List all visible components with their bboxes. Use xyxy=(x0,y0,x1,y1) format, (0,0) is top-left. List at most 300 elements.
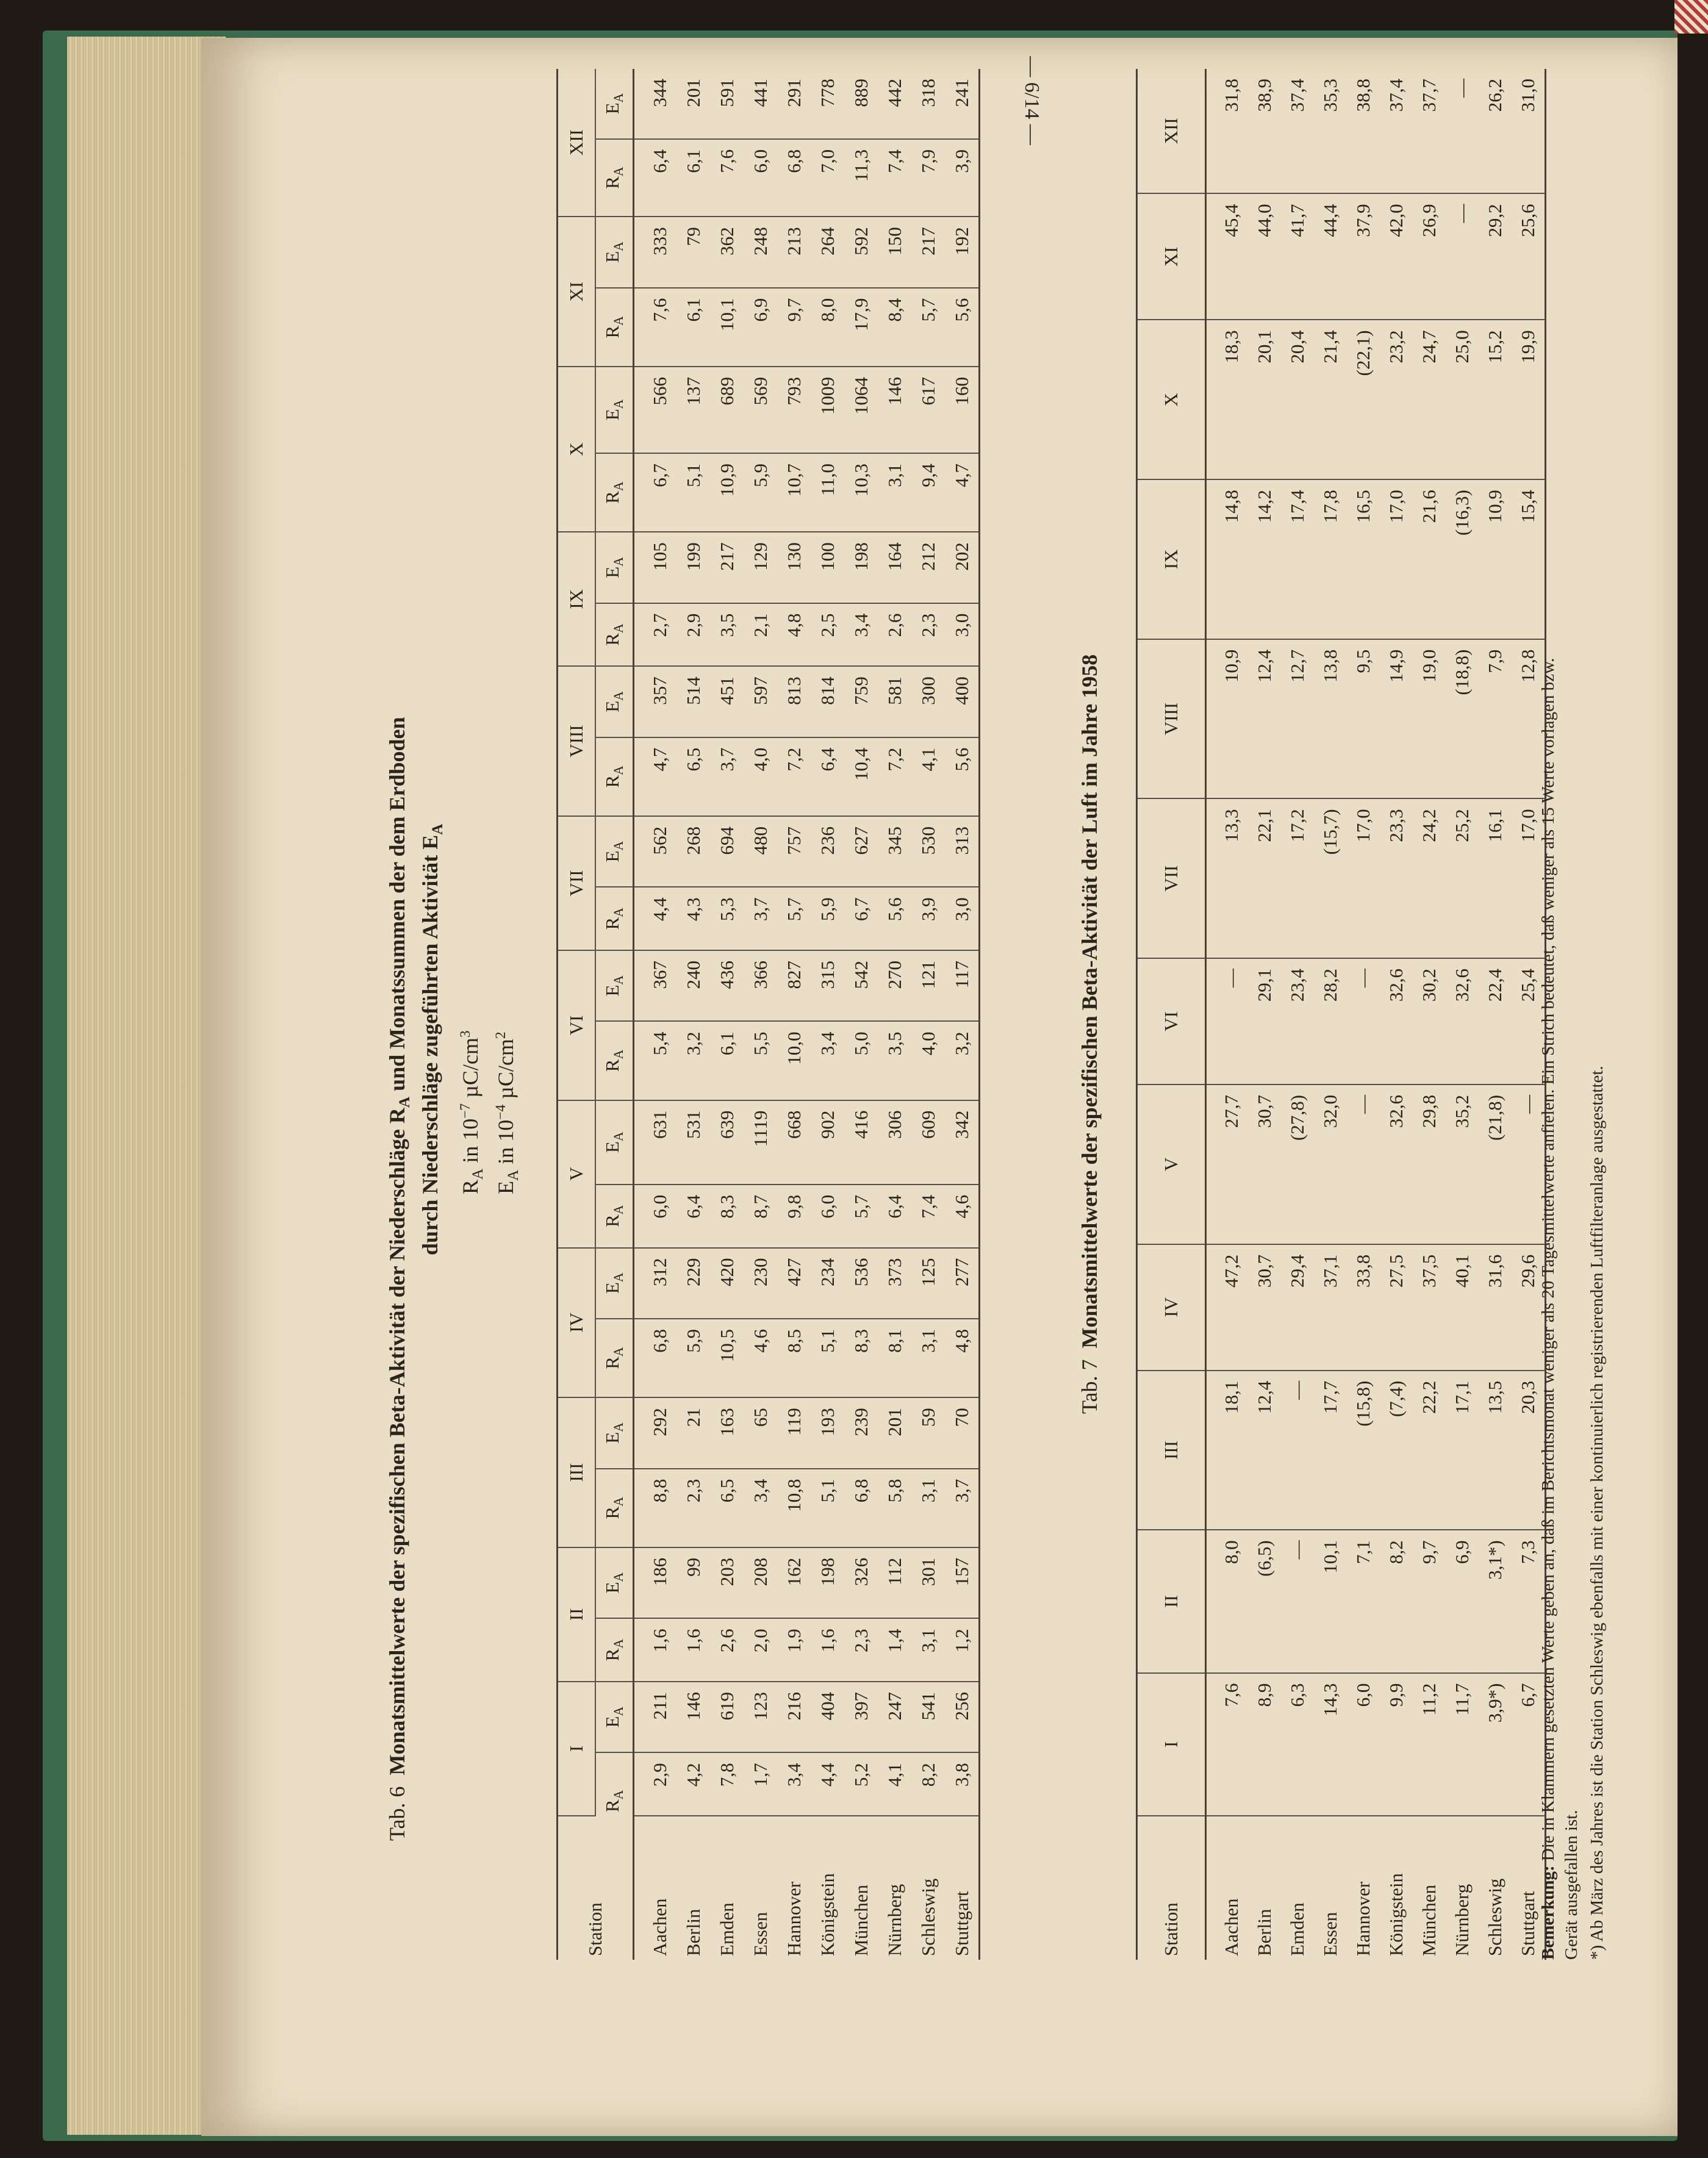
header-symbol: R xyxy=(601,633,623,646)
table-cell: 130 xyxy=(777,532,811,603)
table-cell: 3,7 xyxy=(710,737,744,816)
table-cell: 10,0 xyxy=(777,1021,811,1100)
table-cell: 514 xyxy=(676,666,710,737)
table-cell: 8,3 xyxy=(710,1185,744,1248)
table-cell: 1,4 xyxy=(878,1618,911,1682)
table-cell: 566 xyxy=(634,367,677,453)
table-cell: 7,9 xyxy=(1479,639,1512,799)
table-cell: 17,0 xyxy=(1347,798,1380,958)
table-cell: 333 xyxy=(634,217,677,287)
table-cell: 793 xyxy=(777,367,811,453)
table-cell: 373 xyxy=(878,1248,911,1319)
table-cell: 40,1 xyxy=(1446,1244,1479,1371)
table-cell: 581 xyxy=(878,666,911,737)
table-cell: 7,8 xyxy=(710,1752,744,1816)
table7-header xyxy=(1137,69,1206,1960)
header-sub: A xyxy=(611,1638,626,1649)
table6-ea-header xyxy=(595,666,634,737)
table6-ra-header xyxy=(595,1319,634,1397)
table-row xyxy=(676,69,710,1960)
table-cell: 10,4 xyxy=(844,737,878,816)
table-cell: 689 xyxy=(710,367,744,453)
table-cell: 315 xyxy=(811,950,844,1021)
table-cell: 1,6 xyxy=(811,1618,844,1682)
table-cell: 9,7 xyxy=(1413,1530,1446,1672)
table-cell: 619 xyxy=(710,1682,744,1752)
table6-unit-e xyxy=(493,1031,522,1194)
remark-label: Bemerkung: xyxy=(1538,1865,1558,1960)
table-cell: 2,6 xyxy=(710,1618,744,1682)
table-cell: 30,7 xyxy=(1248,1084,1281,1244)
table-cell: 17,7 xyxy=(1314,1371,1347,1530)
table-cell: 1009 xyxy=(811,367,844,453)
header-sub: A xyxy=(611,1706,626,1716)
table-cell: (15,8) xyxy=(1347,1371,1380,1530)
table-cell: 16,5 xyxy=(1347,479,1380,639)
table-cell: 2,1 xyxy=(744,603,777,667)
table-cell: 16,1 xyxy=(1479,798,1512,958)
table-cell: 23,2 xyxy=(1380,320,1413,479)
table6-month-header: XII xyxy=(558,69,596,217)
table-cell: 10,7 xyxy=(777,453,811,532)
table-cell: 157 xyxy=(945,1547,980,1618)
header-symbol: R xyxy=(601,1357,623,1369)
table-cell: 6,4 xyxy=(676,1185,710,1248)
table-cell: 6,1 xyxy=(710,1021,744,1100)
table-cell: 9,5 xyxy=(1347,639,1380,799)
table-cell: 6,8 xyxy=(777,139,811,217)
table-cell: 592 xyxy=(844,217,878,287)
header-sub: A xyxy=(611,1272,626,1283)
table6-subheader-row xyxy=(595,69,634,1960)
table-cell: 14,8 xyxy=(1206,479,1249,639)
table6-ra-header xyxy=(595,1021,634,1100)
table6-month-header: II xyxy=(558,1547,596,1682)
table6-body xyxy=(634,69,980,1960)
table-cell: 14,2 xyxy=(1248,479,1281,639)
table6-unit-r xyxy=(458,1030,487,1194)
table6-ra-header xyxy=(595,288,634,367)
table-cell: 562 xyxy=(634,816,677,887)
table-cell: 3,8 xyxy=(945,1752,980,1816)
table-cell: 8,1 xyxy=(878,1319,911,1397)
table6-ea-header xyxy=(595,1248,634,1319)
table-cell: 24,2 xyxy=(1413,798,1446,958)
table6 xyxy=(556,69,980,1960)
table-cell: 37,4 xyxy=(1281,69,1314,193)
table-cell: 5,7 xyxy=(911,288,945,367)
header-symbol: R xyxy=(601,1648,623,1662)
table-cell: 17,1 xyxy=(1446,1371,1479,1530)
table-cell: 10,9 xyxy=(710,453,744,532)
table-cell: 23,3 xyxy=(1380,798,1413,958)
table-cell: 4,6 xyxy=(945,1185,980,1248)
table6-month-header: VII xyxy=(558,816,596,950)
table-cell: 6,1 xyxy=(676,139,710,217)
header-sub: A xyxy=(611,93,626,103)
table-cell: 44,0 xyxy=(1248,193,1281,320)
table-cell: 1,9 xyxy=(777,1618,811,1682)
table-cell: 17,4 xyxy=(1281,479,1314,639)
table-cell: 12,7 xyxy=(1281,639,1314,799)
table-cell: 5,1 xyxy=(811,1319,844,1397)
table-cell: 217 xyxy=(911,217,945,287)
table-cell: 24,7 xyxy=(1413,320,1446,479)
table-cell: 4,2 xyxy=(676,1752,710,1816)
table-cell: 1,6 xyxy=(676,1618,710,1682)
table-cell: 8,2 xyxy=(911,1752,945,1816)
table-cell: 10,8 xyxy=(777,1469,811,1547)
table-cell: 4,8 xyxy=(777,603,811,667)
table-cell: 6,4 xyxy=(634,139,677,217)
station-name: Königstein xyxy=(1385,1873,1407,1956)
table-cell: 362 xyxy=(710,217,744,287)
table-cell: 99 xyxy=(676,1547,710,1618)
table-cell: 13,3 xyxy=(1206,798,1249,958)
table-row xyxy=(878,69,911,1960)
table6-ra-header xyxy=(595,603,634,667)
table-cell: — xyxy=(1347,958,1380,1084)
table6-month-header: III xyxy=(558,1397,596,1547)
table-cell: 29,4 xyxy=(1281,1244,1314,1371)
table-cell: 627 xyxy=(844,816,878,887)
table-cell: 7,0 xyxy=(811,139,844,217)
table-cell: (22,1) xyxy=(1347,320,1380,479)
table-cell: 3,5 xyxy=(878,1021,911,1100)
table-cell: 5,1 xyxy=(676,453,710,532)
table-cell: 3,4 xyxy=(744,1469,777,1547)
table-cell: — xyxy=(1512,1084,1546,1244)
table-cell: 123 xyxy=(744,1682,777,1752)
table-cell: 11,0 xyxy=(811,453,844,532)
table-cell: 27,5 xyxy=(1380,1244,1413,1371)
table-cell: 198 xyxy=(811,1547,844,1618)
table-cell: 889 xyxy=(844,69,878,139)
table-cell: 32,6 xyxy=(1380,1084,1413,1244)
table-cell: 12,4 xyxy=(1248,1371,1281,1530)
table-cell: 5,9 xyxy=(744,453,777,532)
table-cell: 3,4 xyxy=(777,1752,811,1816)
table-cell: 18,3 xyxy=(1206,320,1249,479)
table-cell: 5,9 xyxy=(676,1319,710,1397)
table-cell: 12,8 xyxy=(1512,639,1546,799)
table-cell: 301 xyxy=(911,1547,945,1618)
table-cell: 759 xyxy=(844,666,878,737)
table-cell: 3,9 xyxy=(945,139,980,217)
table-row xyxy=(1380,69,1413,1960)
table-cell: 451 xyxy=(710,666,744,737)
table-cell: 31,8 xyxy=(1206,69,1249,193)
table6-ra-header xyxy=(595,1185,634,1248)
table6-title-a: Monatsmittelwerte der spezifischen Beta-Aktivität der Niederschläge R xyxy=(385,1108,409,1776)
table-cell: 229 xyxy=(676,1248,710,1319)
table-cell: 7,2 xyxy=(777,737,811,816)
table6-label: Tab. 6 xyxy=(385,1786,409,1841)
table-cell: 1064 xyxy=(844,367,878,453)
table-cell: 37,7 xyxy=(1413,69,1446,193)
table-cell: 5,5 xyxy=(744,1021,777,1100)
header-sub: A xyxy=(611,691,626,701)
table7-month-header: I xyxy=(1137,1673,1206,1816)
table-cell: 291 xyxy=(777,69,811,139)
table-cell: 6,7 xyxy=(844,887,878,950)
header-symbol: E xyxy=(601,1432,623,1444)
table-cell: 6,8 xyxy=(844,1469,878,1547)
table-cell: 541 xyxy=(911,1682,945,1752)
table-row xyxy=(744,69,777,1960)
table-cell: 3,4 xyxy=(811,1021,844,1100)
page-number: — 6/14 — xyxy=(1021,56,1043,145)
table-cell: 11,2 xyxy=(1413,1673,1446,1816)
table-cell: 6,4 xyxy=(811,737,844,816)
header-sub: A xyxy=(611,975,626,985)
table-cell: 198 xyxy=(844,532,878,603)
table6-month-header: VI xyxy=(558,950,596,1100)
table-cell: 45,4 xyxy=(1206,193,1249,320)
table-cell: 6,0 xyxy=(744,139,777,217)
table-cell: 230 xyxy=(744,1248,777,1319)
station-name: München xyxy=(1418,1884,1440,1956)
station-name: Schleswig xyxy=(917,1878,939,1956)
table-cell: 5,1 xyxy=(811,1469,844,1547)
table-cell: 119 xyxy=(777,1397,811,1468)
table-cell: 10,1 xyxy=(710,288,744,367)
table7-month-header: III xyxy=(1137,1371,1206,1530)
table-cell: 19,9 xyxy=(1512,320,1546,479)
table-cell: 312 xyxy=(634,1248,677,1319)
header-sub: A xyxy=(611,167,626,177)
table-cell: 13,8 xyxy=(1314,639,1347,799)
station-name: Aachen xyxy=(648,1898,670,1956)
table-cell: 344 xyxy=(634,69,677,139)
table-cell: — xyxy=(1281,1371,1314,1530)
table-cell: (16,3) xyxy=(1446,479,1479,639)
unit-r-exp: −7 xyxy=(458,1103,473,1119)
table-cell: 105 xyxy=(634,532,677,603)
header-symbol: E xyxy=(601,409,623,421)
table-cell: 10,9 xyxy=(1206,639,1249,799)
table-cell: 530 xyxy=(911,816,945,887)
table-cell: 8,2 xyxy=(1380,1530,1413,1672)
header-symbol: R xyxy=(601,917,623,930)
table-cell: 1119 xyxy=(744,1100,777,1185)
table-cell: 18,1 xyxy=(1206,1371,1249,1530)
table6-title-line2-sub: A xyxy=(429,823,447,835)
table-cell: 163 xyxy=(710,1397,744,1468)
table-cell: 29,1 xyxy=(1248,958,1281,1084)
header-symbol: E xyxy=(601,566,623,578)
table-cell: (6,5) xyxy=(1248,1530,1281,1672)
table-cell: 37,9 xyxy=(1347,193,1380,320)
table7-month-header: IX xyxy=(1137,479,1206,639)
table-row xyxy=(1446,69,1479,1960)
footnote: *) Ab März des Jahres ist die Station Schleswig ebenfalls mit einer kontinuierlich registrierenden Luftfilteranlage ausgestattet. xyxy=(1587,1066,1607,1960)
header-sub: A xyxy=(611,1422,626,1432)
table-row xyxy=(911,69,945,1960)
table-cell: 9,8 xyxy=(777,1185,811,1248)
header-sub: A xyxy=(611,765,626,775)
table-cell: 1,2 xyxy=(945,1618,980,1682)
table-cell: 442 xyxy=(878,69,911,139)
header-sub: A xyxy=(611,841,626,851)
header-sub: A xyxy=(611,481,626,492)
table-cell: 5,8 xyxy=(878,1469,911,1547)
table-cell: (27,8) xyxy=(1281,1084,1314,1244)
unit-r-symbol: R xyxy=(458,1179,483,1194)
header-symbol: R xyxy=(601,176,623,189)
header-symbol: R xyxy=(601,325,623,339)
table-cell: 367 xyxy=(634,950,677,1021)
table-cell: 2,0 xyxy=(744,1618,777,1682)
table-cell: 778 xyxy=(811,69,844,139)
station-name: Nürnberg xyxy=(883,1884,905,1956)
table-cell: 3,7 xyxy=(945,1469,980,1547)
table-cell: 213 xyxy=(777,217,811,287)
table-cell: 814 xyxy=(811,666,844,737)
header-sub: A xyxy=(611,242,626,251)
table-cell: 2,5 xyxy=(811,603,844,667)
header-symbol: E xyxy=(601,700,623,712)
table-cell: 32,6 xyxy=(1380,958,1413,1084)
table-cell: — xyxy=(1347,1084,1380,1244)
table-cell: 270 xyxy=(878,950,911,1021)
table-cell: 193 xyxy=(811,1397,844,1468)
station-name: Königstein xyxy=(816,1873,838,1956)
table7-label: Tab. 7 xyxy=(1077,1359,1102,1414)
table-cell: 3,2 xyxy=(676,1021,710,1100)
table-cell: 5,2 xyxy=(844,1752,878,1816)
table-cell: 9,9 xyxy=(1380,1673,1413,1816)
table-cell: 6,9 xyxy=(1446,1530,1479,1672)
table-cell: 31,0 xyxy=(1512,69,1546,193)
table-cell: 14,9 xyxy=(1380,639,1413,799)
table-cell: 7,4 xyxy=(878,139,911,217)
table-cell: 4,6 xyxy=(744,1319,777,1397)
unit-e-sub: A xyxy=(505,1169,522,1181)
table-cell: 241 xyxy=(945,69,980,139)
header-sub: A xyxy=(611,623,626,633)
table-cell: 150 xyxy=(878,217,911,287)
station-name: Hannover xyxy=(1352,1881,1374,1956)
table-cell: 38,8 xyxy=(1347,69,1380,193)
table-cell: 318 xyxy=(911,69,945,139)
table-row xyxy=(1479,69,1512,1960)
table6-month-header: IV xyxy=(558,1248,596,1398)
table-cell: 4,8 xyxy=(945,1319,980,1397)
unit-e-suffix: µC/cm xyxy=(493,1039,518,1105)
table-cell: 32,6 xyxy=(1446,958,1479,1084)
table-cell: 639 xyxy=(710,1100,744,1185)
table-cell: 146 xyxy=(878,367,911,453)
table-cell: 7,1 xyxy=(1347,1530,1380,1672)
table-cell: 25,0 xyxy=(1446,320,1479,479)
table-cell: 38,9 xyxy=(1248,69,1281,193)
table-cell: 22,4 xyxy=(1479,958,1512,1084)
table-row xyxy=(1281,69,1314,1960)
table7-month-header: IV xyxy=(1137,1244,1206,1371)
table-cell: 162 xyxy=(777,1547,811,1618)
table6-ea-header xyxy=(595,532,634,603)
header-sub: A xyxy=(611,1572,626,1582)
table-cell: 37,1 xyxy=(1314,1244,1347,1371)
table-cell: 694 xyxy=(710,816,744,887)
table-cell: 6,1 xyxy=(676,288,710,367)
table6-month-header: V xyxy=(558,1100,596,1248)
table6-ea-header xyxy=(595,217,634,287)
table-cell: 211 xyxy=(634,1682,677,1752)
remark-line1 xyxy=(1537,658,1559,1960)
station-name: Aachen xyxy=(1221,1898,1242,1956)
table-cell: 7,3 xyxy=(1512,1530,1546,1672)
table-cell: 4,7 xyxy=(634,737,677,816)
table-cell: 6,0 xyxy=(1347,1673,1380,1816)
table-cell: 20,1 xyxy=(1248,320,1281,479)
table-cell: 129 xyxy=(744,532,777,603)
table-cell: 264 xyxy=(811,217,844,287)
remark-line2: Gerät ausgefallen ist. xyxy=(1562,1810,1581,1960)
table-cell: 125 xyxy=(911,1248,945,1319)
table-cell: 2,7 xyxy=(634,603,677,667)
table-row xyxy=(1413,69,1446,1960)
table-cell: 6,8 xyxy=(634,1319,677,1397)
station-name: Essen xyxy=(1319,1912,1341,1956)
table-cell: 31,6 xyxy=(1479,1244,1512,1371)
table-cell: 35,3 xyxy=(1314,69,1347,193)
table-cell: 146 xyxy=(676,1682,710,1752)
table-cell: 10,9 xyxy=(1479,479,1512,639)
table-cell: 2,3 xyxy=(844,1618,878,1682)
table-cell: 22,1 xyxy=(1248,798,1281,958)
table-cell: 597 xyxy=(744,666,777,737)
table6-ra-header xyxy=(595,139,634,217)
table6-month-header: I xyxy=(558,1682,596,1816)
table-cell: 19,0 xyxy=(1413,639,1446,799)
table-cell: 23,4 xyxy=(1281,958,1314,1084)
table-cell: 3,4 xyxy=(844,603,878,667)
table6-ea-header xyxy=(595,950,634,1021)
table-cell: — xyxy=(1206,958,1249,1084)
header-symbol: E xyxy=(601,1716,623,1728)
table-cell: 569 xyxy=(744,367,777,453)
table-cell: 427 xyxy=(777,1248,811,1319)
header-symbol: R xyxy=(601,1799,623,1812)
table-cell: 9,7 xyxy=(777,288,811,367)
table-cell: 3,0 xyxy=(945,887,980,950)
station-name: Hannover xyxy=(783,1881,805,1956)
table-cell: 8,9 xyxy=(1248,1673,1281,1816)
header-sub: A xyxy=(611,1347,626,1357)
header-symbol: E xyxy=(601,1582,623,1594)
table-cell: 7,6 xyxy=(634,288,677,367)
station-name: Stuttgart xyxy=(1517,1891,1538,1956)
table-cell: 8,8 xyxy=(634,1469,677,1547)
table-cell: 240 xyxy=(676,950,710,1021)
table6-ra-header xyxy=(595,1752,634,1816)
table7-month-header: II xyxy=(1137,1530,1206,1672)
table-cell: 14,3 xyxy=(1314,1673,1347,1816)
table-cell: 47,2 xyxy=(1206,1244,1249,1371)
table6-title-line2-text: durch Niederschläge zugeführten Aktivität E xyxy=(418,834,442,1255)
table-cell: 239 xyxy=(844,1397,878,1468)
table-cell: (21,8) xyxy=(1479,1084,1512,1244)
table-cell: 3,1 xyxy=(911,1618,945,1682)
table6-month-header: IX xyxy=(558,532,596,666)
table7-title xyxy=(1077,654,1102,1414)
table-row xyxy=(777,69,811,1960)
table-cell: 201 xyxy=(676,69,710,139)
station-name: Stuttgart xyxy=(950,1891,972,1956)
table-cell: 2,3 xyxy=(676,1469,710,1547)
